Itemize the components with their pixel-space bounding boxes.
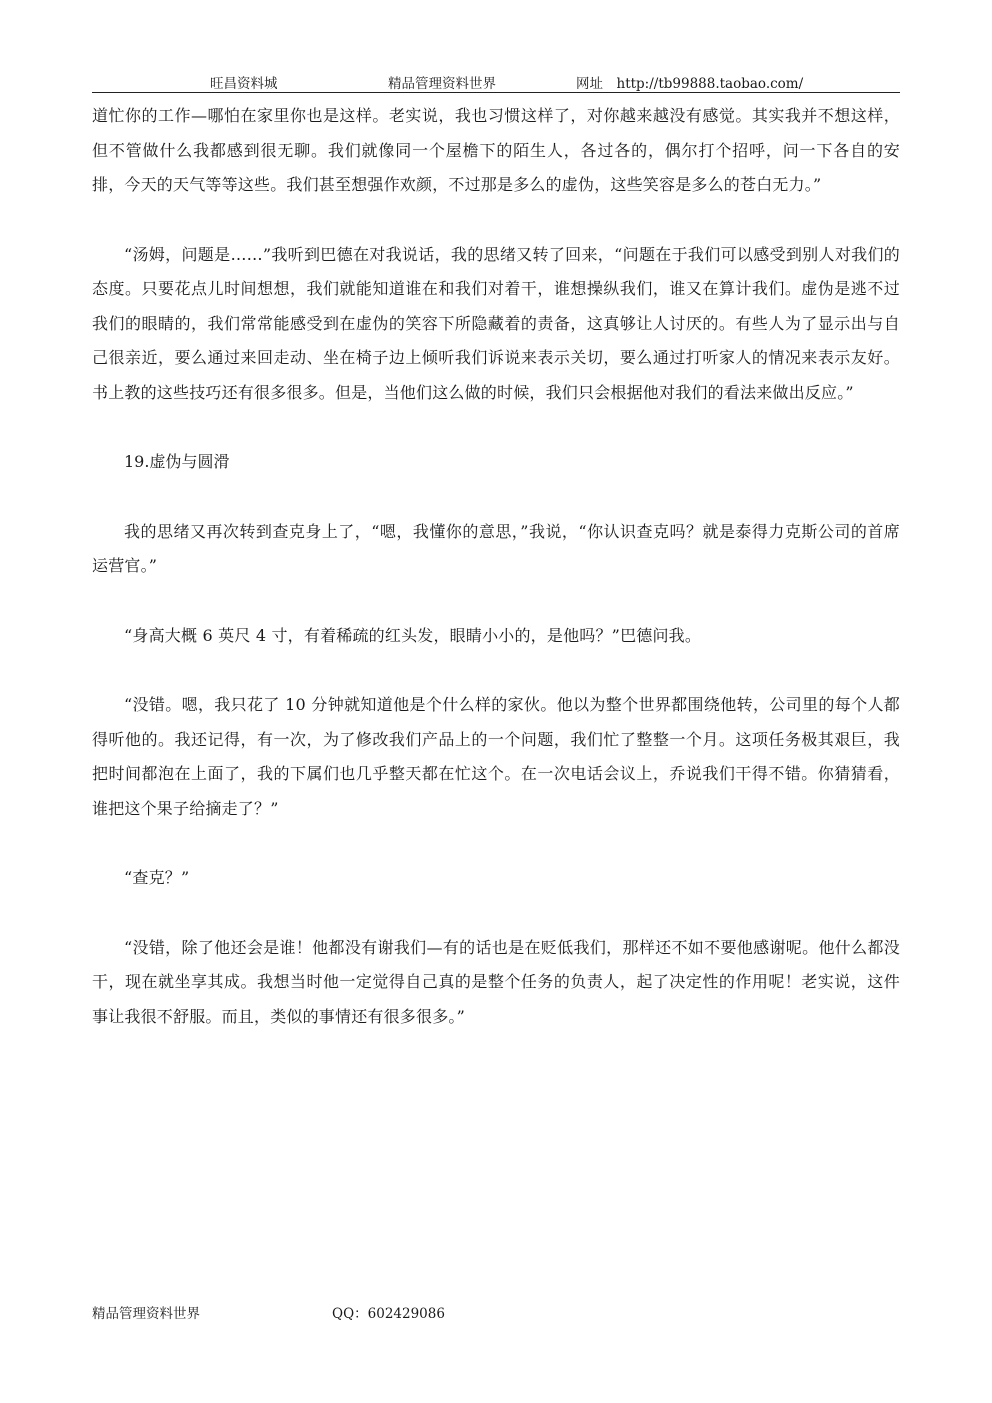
paragraph: “没错，除了他还会是谁！他都没有谢我们—有的话也是在贬低我们，那样还不如不要他感谢呢。他什么都没干，现在就坐享其成。我想当时他一定觉得自己真的是整个任务的负责人，起了决定性的作用呢！老实说，这件事让我很不舒服。而且，类似的事情还有很多很多。”	[92, 937, 900, 1026]
page-header	[92, 68, 900, 93]
footer-site-name: 精品管理资料世界	[92, 1306, 200, 1322]
paragraph: “身高大概 6 英尺 4 寸，有着稀疏的红头发，眼睛小小的，是他吗？”巴德问我。	[124, 625, 702, 645]
paragraph: “查克？”	[124, 868, 190, 887]
paragraph: “汤姆，问题是……”我听到巴德在对我说话，我的思绪又转了回来，“问题在于我们可以感受到别人对我们的态度。只要花点儿时间想想，我们就能知道谁在和我们对着干，谁想操纵我们，谁又在算计我们。虚伪是逃不过我们的眼睛的，我们常常能感受到在虚伪的笑容下所隐藏着的责备，这真够让人讨厌的。有些人为了显示出与自己很亲近，要么通过来回走动、坐在椅子边上倾听我们诉说来表示关切，要么通过打听家人的情况来表示友好。书上教的这些技巧还有很多很多。但是，当他们这么做的时候，我们只会根据他对我们的看法来做出反应。”	[92, 244, 900, 402]
header-url: 网址 http://tb99888.taobao.com/	[576, 76, 804, 92]
paragraph: 我的思绪又再次转到查克身上了，“嗯，我懂你的意思，”我说，“你认识查克吗？就是泰得力克斯公司的首席运营官。”	[92, 521, 900, 575]
header-site-name: 旺昌资料城	[210, 76, 278, 92]
section-heading: 19.虚伪与圆滑	[124, 452, 230, 471]
header-title: 精品管理资料世界	[388, 76, 496, 92]
document-body	[92, 99, 900, 1069]
paragraph-continued: 道忙你的工作—哪怕在家里你也是这样。老实说，我也习惯这样了，对你越来越没有感觉。其实我并不想这样，但不管做什么我都感到很无聊。我们就像同一个屋檐下的陌生人，各过各的，偶尔打个招呼，问一下各自的安排，今天的天气等等这些。我们甚至想强作欢颜，不过那是多么的虚伪，这些笑容是多么的苍白无力。”	[92, 106, 900, 194]
paragraph: “没错。嗯，我只花了 10 分钟就知道他是个什么样的家伙。他以为整个世界都围绕他转，公司里的每个人都得听他的。我还记得，有一次，为了修改我们产品上的一个问题，我们忙了整整一个月。这项任务极其艰巨，我把时间都泡在上面了，我的下属们也几乎整天都在忙这个。在一次电话会议上，乔说我们干得不错。你猜猜看，谁把这个果子给摘走了？”	[92, 695, 900, 818]
footer-qq: QQ：602429086	[332, 1306, 445, 1322]
